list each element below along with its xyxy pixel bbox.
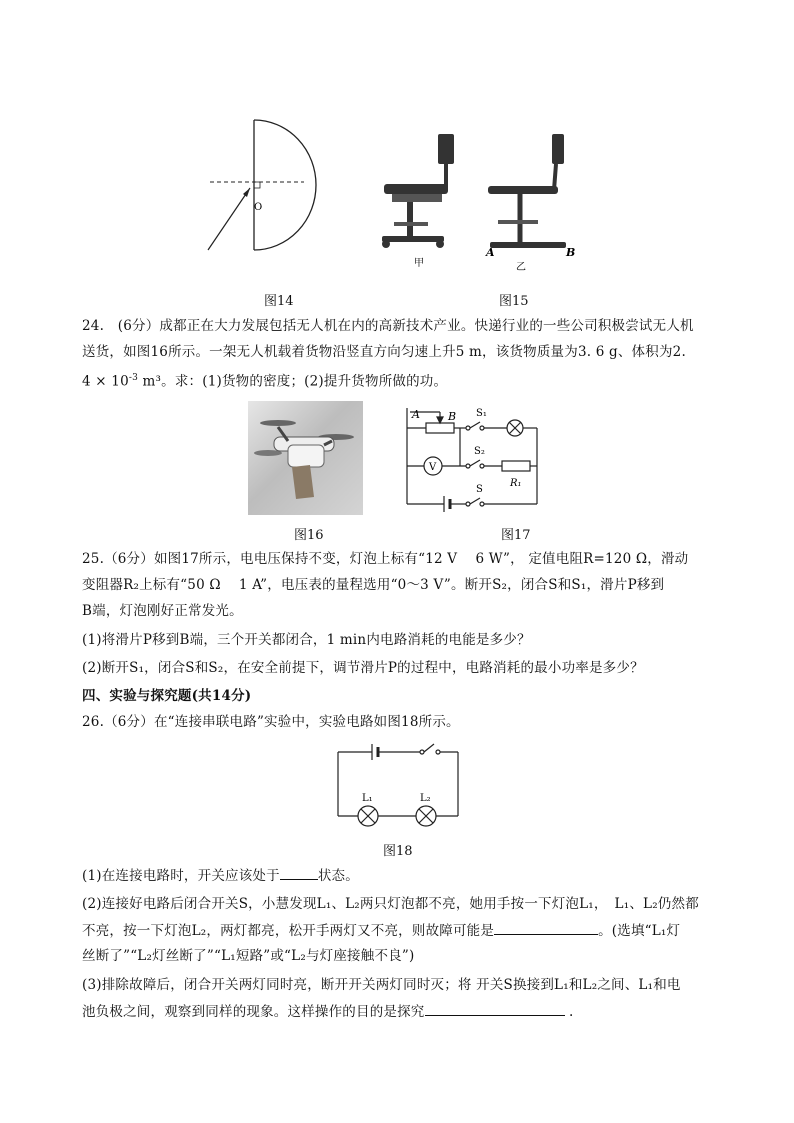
q24-line3 [82,368,714,392]
fig15-right-label: 乙 [516,262,526,273]
fig15-B-label: B [566,246,576,259]
q24-line3-sup: -3 [128,373,139,383]
answer-blank-1[interactable] [280,865,318,880]
q26-s3-line1: (3)排除故障后，闭合开关两灯同时亮，断开开关两灯同时灭；将 开关S换接到L₁和L₂之间、L₁和电 [82,977,681,993]
q25-sub2: (2)断开S₁，闭合S和S₂，在安全前提下，调节滑片P的过程中，电路消耗的最小功率是多少？ [82,660,644,676]
q24-line1: 24. (6分）成都正在大力发展包括无人机在内的高新技术产业。快递行业的一些公司积极尝试无人机 [82,318,694,334]
fig14-caption: 图14 [264,294,294,309]
fig18-L2-label: L₂ [420,793,431,804]
q26-s3-line2-a: 池负极之间，观察到同样的现象。这样操作的目的是探究 [82,1004,425,1020]
figure-18 [330,740,466,836]
q25-line1: 25.（6分）如图17所示，电电压保持不变，灯泡上标有“12 V 6 W”， 定值电阻R=120 Ω，滑动 [82,551,689,567]
q26-s1-a: (1)在连接电路时，开关应该处于 [82,868,280,884]
fig17-S2-label: S₂ [474,446,485,457]
drone-image [248,401,363,515]
fig15-left-label: 甲 [414,258,424,269]
q26-s3-line2 [82,1001,714,1022]
q26-s2-line3: 丝断了”“L₂灯丝断了”“L₁短路”或“L₂与灯座接触不良”) [82,948,415,964]
fig18-L1-label: L₁ [362,793,373,804]
fig18-caption: 图18 [383,844,413,859]
fig16-caption: 图16 [294,528,324,543]
q26-s1-b: 状态。 [317,868,359,884]
fig14-o-label: O [254,202,263,213]
figure-17 [400,404,550,516]
q26-s3-line2-b: . [564,1004,574,1020]
q26-line1: 26.（6分）在“连接串联电路”实验中，实验电路如图18所示。 [82,714,460,730]
fig17-B-label: B [448,410,457,423]
answer-blank-2[interactable] [494,920,598,935]
figure-16-photo [248,401,363,515]
section-4-heading: 四、实验与探究题(共14分) [82,688,252,704]
fig17-A-label: A [412,408,420,421]
fig15-A-label: A [486,246,495,259]
fig17-R1-label: R₁ [510,478,522,489]
figure-14 [200,118,320,258]
fig15-caption: 图15 [499,294,529,309]
q26-s2-line2 [82,920,714,941]
fig17-S1-label: S₁ [476,408,487,419]
q26-s2-line2-b: 。(选填“L₁灯 [598,923,681,939]
fig17-V-label: V [429,462,437,473]
fig17-caption: 图17 [501,528,531,543]
q24-line3-b: m³。求：(1)货物的密度；(2)提升货物所做的功。 [138,373,448,390]
q25-sub1: (1)将滑片P移到B端，三个开关都闭合，1 min内电路消耗的电能是多少？ [82,632,531,648]
answer-blank-3[interactable] [425,1001,565,1016]
q24-line2: 送货，如图16所示。一架无人机载着货物沿竖直方向匀速上升5 m，该货物质量为3. 6 g、体积为2. [82,344,686,360]
q26-s1 [82,865,714,886]
q25-line3: B端，灯泡刚好正常发光。 [82,603,243,619]
q24-line3-a: 4 × 10 [82,373,129,390]
figure-15 [380,128,580,278]
q25-line2: 变阻器R₂上标有“50 Ω 1 A”，电压表的量程选用“0～3 V”。断开S₂，闭合S和S₁，滑片P移到 [82,577,665,593]
q26-s2-line2-a: 不亮，按一下灯泡L₂，两灯都亮，松开手两灯又不亮，则故障可能是 [82,923,495,939]
q26-s2-line1: (2)连接好电路后闭合开关S，小慧发现L₁、L₂两只灯泡都不亮，她用手按一下灯泡L₁， L₁、L₂仍然都 [82,896,699,912]
fig17-S-label: S [476,484,483,495]
